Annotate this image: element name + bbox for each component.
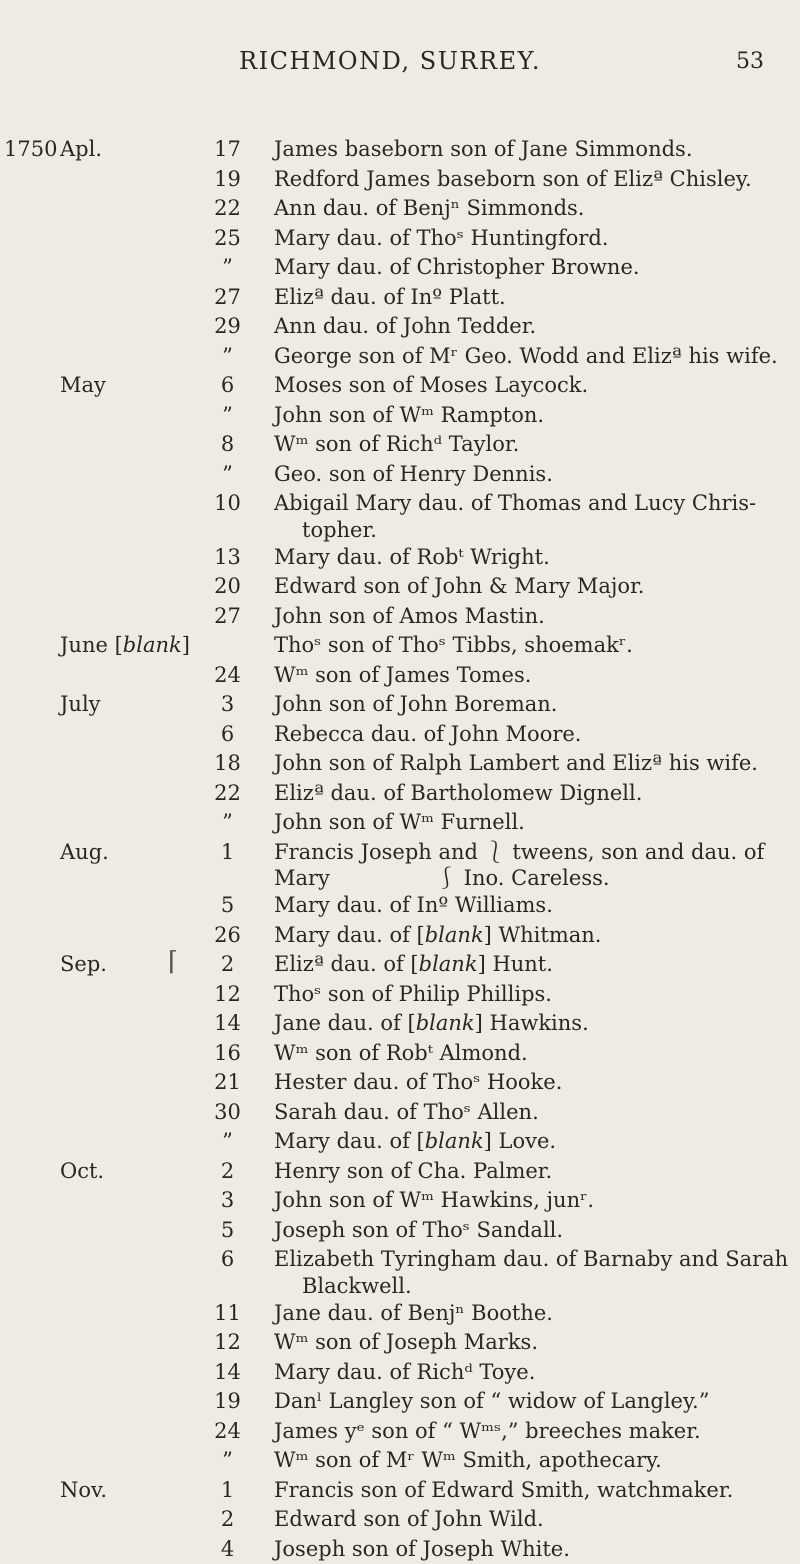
- register-row: [0, 720, 800, 750]
- register-row: [0, 283, 800, 313]
- register-row: [0, 135, 800, 165]
- entry-text: Mary dau. of Christopher Browne.: [274, 253, 640, 283]
- register-row: [0, 867, 800, 891]
- entry-text: Joseph son of Thoˢ Sandall.: [274, 1216, 563, 1246]
- register-row: [0, 779, 800, 809]
- margin-mark: ⌈: [168, 948, 178, 978]
- day-label: 26: [205, 921, 250, 951]
- entry-text: John son of Wᵐ Hawkins, junʳ.: [274, 1186, 594, 1216]
- entry-text: Elizª dau. of Inº Platt.: [274, 283, 506, 313]
- register-row: [0, 371, 800, 401]
- day-label: 6: [205, 1245, 250, 1275]
- register-row: [0, 631, 800, 661]
- register-row: [0, 921, 800, 951]
- day-label: 24: [205, 661, 250, 691]
- day-label: 21: [205, 1068, 250, 1098]
- register-row: [0, 980, 800, 1010]
- day-label: 19: [205, 1387, 250, 1417]
- entry-text: Ann dau. of Benjⁿ Simmonds.: [274, 194, 584, 224]
- register-row: [0, 1535, 800, 1564]
- day-label: 22: [205, 779, 250, 809]
- entry-text: Elizabeth Tyringham dau. of Barnaby and Sarah: [274, 1245, 788, 1275]
- entry-text: Danˡ Langley son of “ widow of Langley.”: [274, 1387, 709, 1417]
- register-row: [0, 602, 800, 632]
- entry-text: Thoˢ son of Thoˢ Tibbs, shoemakʳ.: [274, 631, 633, 661]
- day-label: 5: [205, 891, 250, 921]
- entry-text: Mary dau. of [blank] Love.: [274, 1127, 556, 1157]
- day-label: 6: [205, 371, 250, 401]
- register-row: [0, 253, 800, 283]
- entry-text: Henry son of Cha. Palmer.: [274, 1157, 552, 1187]
- day-label: 2: [205, 1157, 250, 1187]
- page-header: [0, 0, 800, 70]
- month-label: June [blank]: [60, 631, 190, 661]
- entry-text: John son of John Boreman.: [274, 690, 557, 720]
- register-row: [0, 342, 800, 372]
- day-label: ”: [205, 808, 250, 838]
- day-label: 12: [205, 980, 250, 1010]
- register-row: [0, 312, 800, 342]
- entry-text: Redford James baseborn son of Elizª Chisley.: [274, 165, 752, 195]
- register-row: [0, 1299, 800, 1329]
- entry-text: Rebecca dau. of John Moore.: [274, 720, 581, 750]
- day-label: ”: [205, 401, 250, 431]
- register-row: [0, 1098, 800, 1128]
- day-label: 2: [205, 1505, 250, 1535]
- entry-text-continued: ⎰ Ino. Careless.: [436, 867, 610, 889]
- entry-text: John son of Ralph Lambert and Elizª his wife.: [274, 749, 758, 779]
- register-row: [0, 950, 800, 980]
- entry-text: Wᵐ son of Joseph Marks.: [274, 1328, 538, 1358]
- register-row: [0, 1476, 800, 1506]
- day-label: 29: [205, 312, 250, 342]
- entry-text: George son of Mʳ Geo. Wodd and Elizª his wife.: [274, 342, 778, 372]
- day-label: 27: [205, 283, 250, 313]
- entry-text: Jane dau. of Benjⁿ Boothe.: [274, 1299, 553, 1329]
- register-row: [0, 572, 800, 602]
- register-row: [0, 749, 800, 779]
- day-label: 11: [205, 1299, 250, 1329]
- day-label: 30: [205, 1098, 250, 1128]
- entry-text: James yᵉ son of “ Wᵐˢ,” breeches maker.: [274, 1417, 701, 1447]
- register-row: [0, 808, 800, 838]
- entry-text: Ann dau. of John Tedder.: [274, 312, 536, 342]
- entry-text: Mary: [274, 867, 330, 889]
- day-label: 1: [205, 1476, 250, 1506]
- entry-text: Mary dau. of Richᵈ Toye.: [274, 1358, 535, 1388]
- entry-text: Geo. son of Henry Dennis.: [274, 460, 553, 490]
- entry-text: Francis Joseph and ⎱ tweens, son and dau. of: [274, 838, 764, 868]
- day-label: 6: [205, 720, 250, 750]
- register-row: [0, 1387, 800, 1417]
- register-row: [0, 1009, 800, 1039]
- entry-text: Mary dau. of Inº Williams.: [274, 891, 553, 921]
- entry-text: James baseborn son of Jane Simmonds.: [274, 135, 693, 165]
- register-row: [0, 1505, 800, 1535]
- entry-text: Abigail Mary dau. of Thomas and Lucy Chris-: [274, 489, 756, 519]
- entry-text: Elizª dau. of [blank] Hunt.: [274, 950, 553, 980]
- day-label: 18: [205, 749, 250, 779]
- register-row: [0, 1186, 800, 1216]
- month-label: Apl.: [60, 135, 102, 165]
- register-row: [0, 1068, 800, 1098]
- entry-text: Sarah dau. of Thoˢ Allen.: [274, 1098, 539, 1128]
- entry-text: Moses son of Moses Laycock.: [274, 371, 588, 401]
- day-label: ”: [205, 253, 250, 283]
- day-label: 2: [205, 950, 250, 980]
- register-row: [0, 1417, 800, 1447]
- register-row: [0, 1446, 800, 1476]
- day-label: ”: [205, 1127, 250, 1157]
- day-label: 13: [205, 543, 250, 573]
- entry-text: Wᵐ son of Richᵈ Taylor.: [274, 430, 519, 460]
- register-row: [0, 1157, 800, 1187]
- month-label: Nov.: [60, 1476, 107, 1506]
- register-row: [0, 1039, 800, 1069]
- register-row: [0, 401, 800, 431]
- register-row: [0, 519, 800, 543]
- day-label: 4: [205, 1535, 250, 1564]
- register-row: [0, 661, 800, 691]
- day-label: 14: [205, 1358, 250, 1388]
- entry-text: Wᵐ son of James Tomes.: [274, 661, 531, 691]
- entry-text: Elizª dau. of Bartholomew Dignell.: [274, 779, 642, 809]
- entry-text: Thoˢ son of Philip Phillips.: [274, 980, 552, 1010]
- day-label: 3: [205, 1186, 250, 1216]
- register-row: [0, 1127, 800, 1157]
- entry-text: Joseph son of Joseph White.: [274, 1535, 570, 1564]
- register-row: [0, 460, 800, 490]
- month-label: Oct.: [60, 1157, 104, 1187]
- entry-text: John son of Amos Mastin.: [274, 602, 545, 632]
- register-row: [0, 543, 800, 573]
- day-label: 19: [205, 165, 250, 195]
- register-row: [0, 430, 800, 460]
- register-row: [0, 1328, 800, 1358]
- register-row: [0, 194, 800, 224]
- day-label: 1: [205, 838, 250, 868]
- register-row: [0, 891, 800, 921]
- register-row: [0, 165, 800, 195]
- register-row: [0, 838, 800, 868]
- day-label: ”: [205, 342, 250, 372]
- day-label: 10: [205, 489, 250, 519]
- entry-text: topher.: [302, 519, 377, 541]
- day-label: 25: [205, 224, 250, 254]
- day-label: 20: [205, 572, 250, 602]
- day-label: 14: [205, 1009, 250, 1039]
- entry-text: Edward son of John Wild.: [274, 1505, 544, 1535]
- register-row: [0, 489, 800, 519]
- month-label: Aug.: [60, 838, 109, 868]
- page-number: 53: [736, 49, 764, 74]
- entry-text: Mary dau. of Thoˢ Huntingford.: [274, 224, 609, 254]
- running-title: RICHMOND, SURREY.: [170, 47, 610, 75]
- day-label: 22: [205, 194, 250, 224]
- day-label: 3: [205, 690, 250, 720]
- day-label: 17: [205, 135, 250, 165]
- day-label: 24: [205, 1417, 250, 1447]
- entry-text: Blackwell.: [302, 1275, 412, 1297]
- year-label: 1750: [4, 135, 57, 165]
- day-label: 12: [205, 1328, 250, 1358]
- entry-text: Jane dau. of [blank] Hawkins.: [274, 1009, 589, 1039]
- entry-text: Edward son of John & Mary Major.: [274, 572, 644, 602]
- entry-text: Francis son of Edward Smith, watchmaker.: [274, 1476, 733, 1506]
- register-row: [0, 1216, 800, 1246]
- entry-text: Hester dau. of Thoˢ Hooke.: [274, 1068, 562, 1098]
- day-label: ”: [205, 460, 250, 490]
- day-label: 27: [205, 602, 250, 632]
- register-row: [0, 690, 800, 720]
- register-row: [0, 1275, 800, 1299]
- register-entries: [0, 135, 800, 1564]
- day-label: 16: [205, 1039, 250, 1069]
- month-label: July: [60, 690, 101, 720]
- entry-text: Mary dau. of [blank] Whitman.: [274, 921, 601, 951]
- day-label: 5: [205, 1216, 250, 1246]
- register-row: [0, 1358, 800, 1388]
- register-row: [0, 1245, 800, 1275]
- entry-text: Wᵐ son of Mʳ Wᵐ Smith, apothecary.: [274, 1446, 662, 1476]
- entry-text: Wᵐ son of Robᵗ Almond.: [274, 1039, 528, 1069]
- day-label: 8: [205, 430, 250, 460]
- entry-text: John son of Wᵐ Rampton.: [274, 401, 544, 431]
- day-label: ”: [205, 1446, 250, 1476]
- month-label: May: [60, 371, 106, 401]
- register-row: [0, 224, 800, 254]
- month-label: Sep.: [60, 950, 107, 980]
- entry-text: John son of Wᵐ Furnell.: [274, 808, 525, 838]
- entry-text: Mary dau. of Robᵗ Wright.: [274, 543, 550, 573]
